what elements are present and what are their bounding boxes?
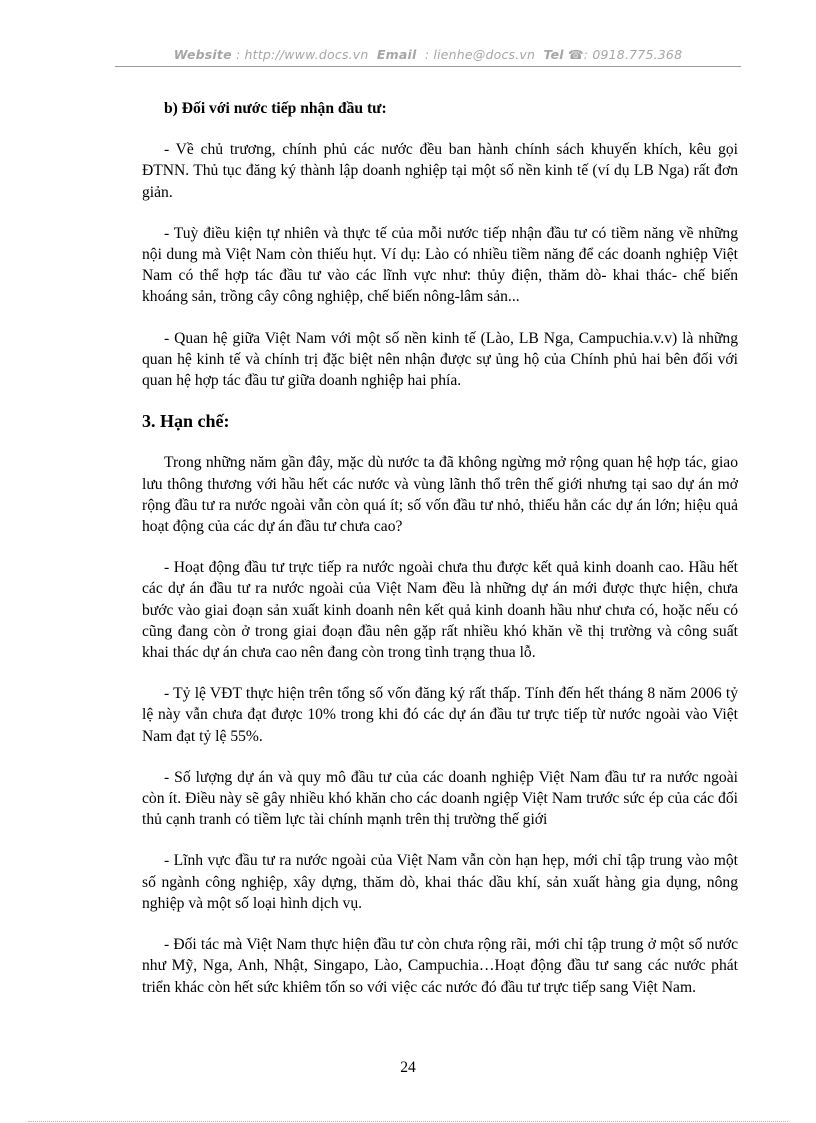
section-heading: 3. Hạn chế: [142, 411, 230, 432]
email-label: Email [376, 47, 417, 62]
page-header [115, 47, 741, 62]
paragraph: - Về chủ trương, chính phủ các nước đều ban hành chính sách khuyến khích, kêu gọi ĐTNN. Thủ tục đăng ký thành lập doanh nghiệp tại một số nền kinh tế (ví dụ LB Nga) rất đơn giản. [142, 141, 738, 201]
document-body [142, 90, 738, 998]
paragraph: Trong những năm gần đây, mặc dù nước ta đã không ngừng mở rộng quan hệ hợp tác, giao lưu thông thương với hầu hết các nước và vùng lãnh thổ trên thế giới nhưng tại sao dự án mở rộng đầu tư ra nước ngoài vẫn còn quá ít; số vốn đầu tư nhỏ, thiếu hẳn các dự án lớn; hiệu quả hoạt động của các dự án đầu tư chưa cao? [142, 454, 738, 536]
footer-divider [28, 1121, 788, 1122]
paragraph: - Tỷ lệ VĐT thực hiện trên tổng số vốn đăng ký rất thấp. Tính đến hết tháng 8 năm 2006 tỷ lệ này vẫn chưa đạt được 10% trong khi đó các dự án đầu tư trực tiếp từ nước ngoài vào Việt Nam đạt tỷ lệ 55%. [142, 685, 738, 745]
subheading: b) Đối với nước tiếp nhận đầu tư: [164, 100, 387, 117]
tel-label: Tel [543, 47, 564, 62]
header-divider [115, 66, 741, 67]
page-number: 24 [400, 1059, 416, 1076]
website-value: : http://www.docs.vn [235, 47, 369, 62]
paragraph: - Tuỳ điều kiện tự nhiên và thực tế của mỗi nước tiếp nhận đầu tư có tiềm năng về những nội dung mà Việt Nam còn thiếu hụt. Ví dụ: Lào có nhiều tiềm năng để các doanh nghiệp Việt Nam có thể hợp tác đầu tư vào các lĩnh vực như: thủy điện, thăm dò- khai thác- chế biến khoáng sản, trồng cây công nghiệp, chế biến nông-lâm sản... [142, 224, 738, 306]
paragraph: - Đối tác mà Việt Nam thực hiện đầu tư còn chưa rộng rãi, mới chỉ tập trung ở một số nước như Mỹ, Nga, Anh, Nhật, Singapo, Lào, Campuchia…Hoạt động đầu tư sang các nước phát triển khác còn hết sức khiêm tốn so với việc các nước đó đầu tư trực tiếp sang Việt Nam. [142, 936, 738, 996]
phone-icon: ☎ [567, 47, 584, 62]
email-value: : lienhe@docs.vn [424, 47, 536, 62]
paragraph: - Số lượng dự án và quy mô đầu tư của các doanh nghiệp Việt Nam đầu tư ra nước ngoài còn ít. Điều này sẽ gây nhiều khó khăn cho các doanh ngiệp Việt Nam trước sức ép của các đối thủ cạnh tranh có tiềm lực tài chính mạnh trên thị trường thế giới [142, 768, 738, 829]
tel-value: : 0918.775.368 [583, 47, 683, 62]
paragraph: - Hoạt động đầu tư trực tiếp ra nước ngoài chưa thu được kết quả kinh doanh cao. Hầu hết các dự án đầu tư ra nước ngoài của Việt Nam đều là những dự án mới được thực hiện, chưa bước vào giai đoạn sản xuất kinh doanh nên kết quả kinh doanh hầu như chưa có, hoặc nếu có cũng đang còn ở trong giai đoạn đầu nên gặp rất nhiều khó khăn về thị trường và công suất khai thác dự án chưa cao nên đang còn trong tình trạng thua lỗ. [142, 559, 738, 662]
paragraph: - Lĩnh vực đầu tư ra nước ngoài của Việt Nam vẫn còn hạn hẹp, mới chỉ tập trung vào một số ngành công nghiệp, xây dựng, thăm dò, khai thác dầu khí, sản xuất hàng gia dụng, nông nghiệp và một số loại hình dịch vụ. [142, 852, 738, 912]
website-label: Website [173, 47, 232, 62]
paragraph: - Quan hệ giữa Việt Nam với một số nền kinh tế (Lào, LB Nga, Campuchia.v.v) là những quan hệ kinh tế và chính trị đặc biệt nên nhận được sự ủng hộ của Chính phủ hai bên đối với quan hệ hợp tác đầu tư giữa doanh nghiệp hai phía. [142, 329, 738, 390]
